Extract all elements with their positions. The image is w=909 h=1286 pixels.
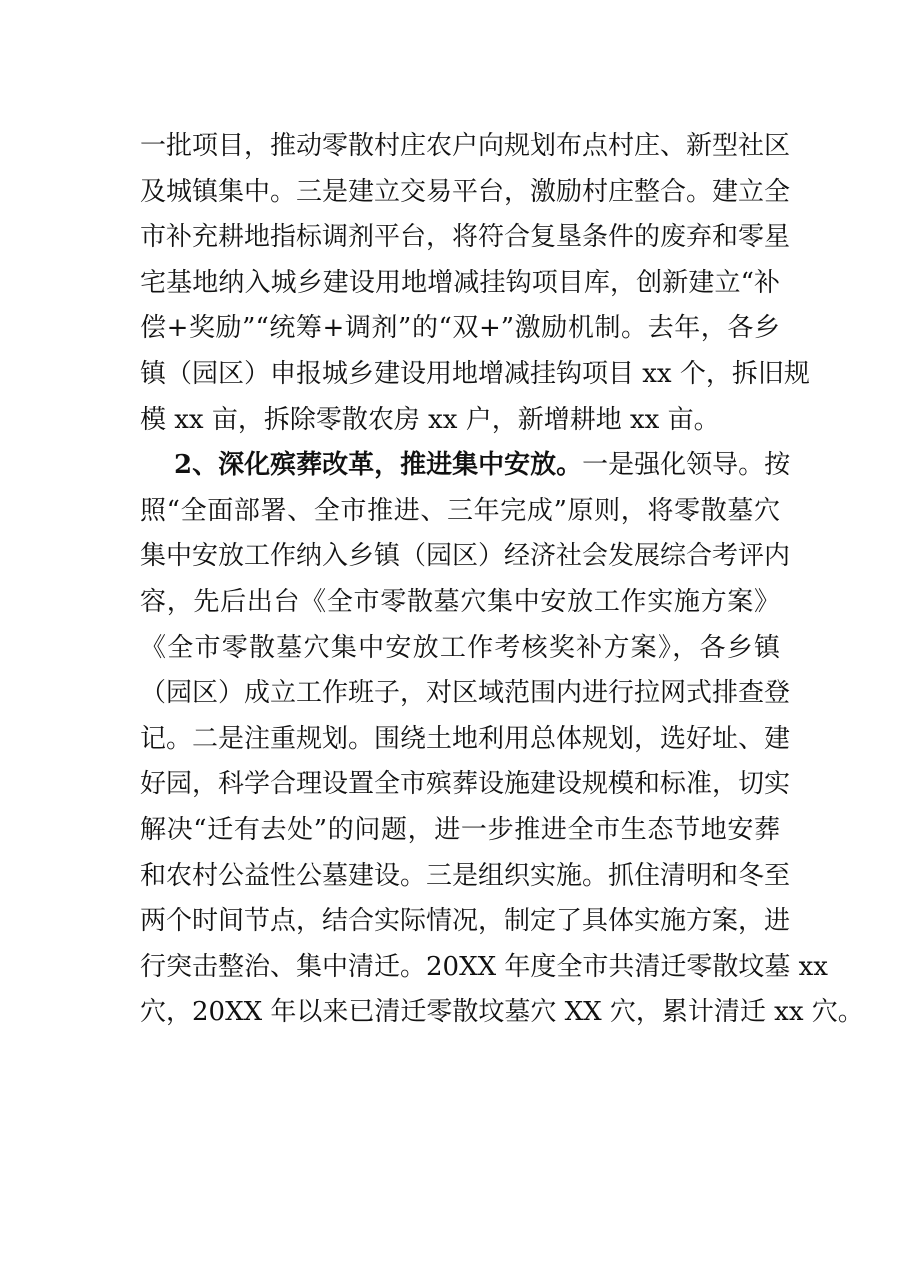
text-line: 行突击整治、集中清迁。20XX 年度全市共清迁零散坟墓 xx	[140, 951, 828, 982]
section-heading: 2、深化殡葬改革，推进集中安放。	[174, 450, 583, 481]
text-line: 穴，20XX 年以来已清迁零散坟墓穴 XX 穴，累计清迁 xx 穴。	[140, 997, 864, 1028]
text-line: 《全市零散墓穴集中安放工作考核奖补方案》，各乡镇	[140, 632, 780, 663]
text-line: 解决“迁有去处”的问题，进一步推进全市生态节地安葬	[140, 814, 780, 845]
paragraph-1	[140, 124, 810, 443]
paragraph-2	[140, 443, 864, 1036]
text-line: 照“全面部署、全市推进、三年完成”原则，将零散墓穴	[140, 495, 780, 526]
text-line: （园区）成立工作班子，对区域范围内进行拉网式排查登	[140, 678, 791, 709]
text-line: 宅基地纳入城乡建设用地增减挂钩项目库，创新建立“补	[140, 267, 780, 298]
text-line: 容，先后出台《全市零散墓穴集中安放工作实施方案》	[140, 586, 780, 617]
heading-line-rest: 一是强化领导。按	[582, 450, 791, 481]
text-line: 和农村公益性公墓建设。三是组织实施。抓住清明和冬至	[140, 860, 791, 891]
text-line: 集中安放工作纳入乡镇（园区）经济社会发展综合考评内	[140, 541, 791, 572]
text-line: 及城镇集中。三是建立交易平台，激励村庄整合。建立全	[140, 176, 791, 207]
text-line: 记。二是注重规划。围绕土地利用总体规划，选好址、建	[140, 723, 791, 754]
text-line: 好园，科学合理设置全市殡葬设施建设规模和标准，切实	[140, 769, 791, 800]
text-line: 模 xx 亩，拆除零散农房 xx 户，新增耕地 xx 亩。	[140, 404, 720, 435]
body-text	[140, 124, 864, 1036]
text-line: 偿+奖励”“统筹+调剂”的“双+”激励机制。去年，各乡	[140, 313, 780, 344]
text-line: 两个时间节点，结合实际情况，制定了具体实施方案，进	[140, 906, 791, 937]
text-line: 市补充耕地指标调剂平台，将符合复垦条件的废弃和零星	[140, 222, 791, 253]
text-line: 一批项目，推动零散村庄农户向规划布点村庄、新型社区	[140, 131, 791, 161]
heading-line	[140, 443, 791, 489]
text-line: 镇（园区）申报城乡建设用地增减挂钩项目 xx 个，拆旧规	[140, 358, 810, 389]
